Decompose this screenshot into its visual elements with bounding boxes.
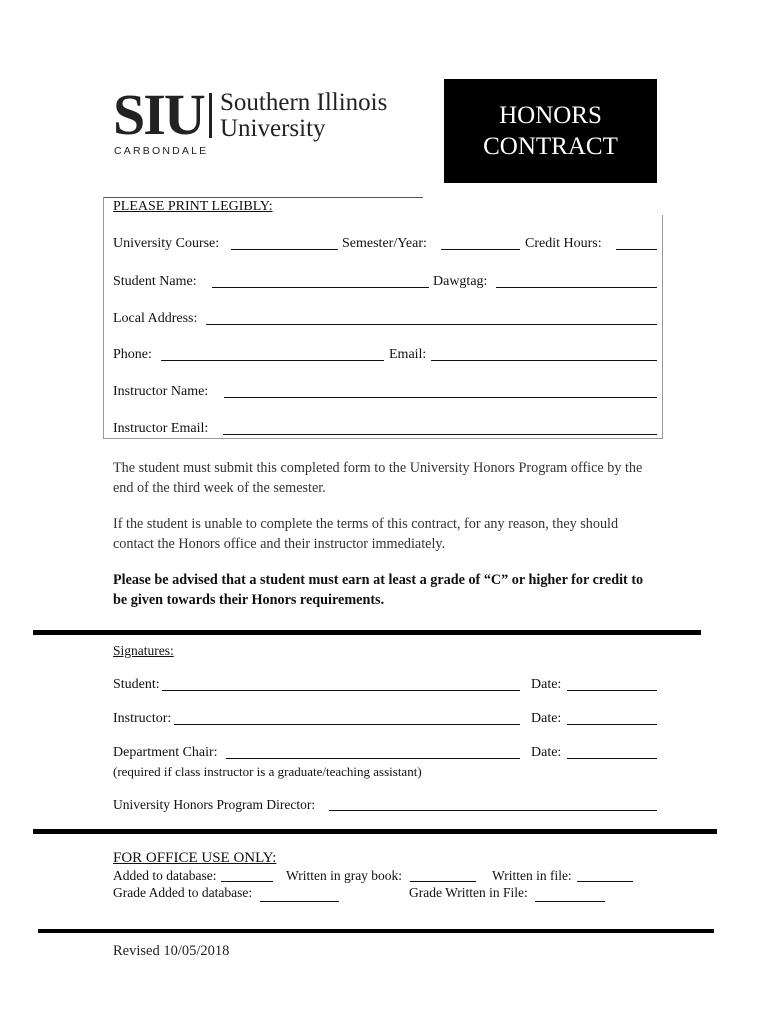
gray-book-label: Written in gray book:	[286, 868, 403, 883]
dawgtag-label: Dawgtag:	[433, 274, 488, 289]
document-title	[444, 79, 657, 183]
phone-field[interactable]	[161, 360, 384, 361]
form-box-left-border	[103, 197, 104, 439]
local-address-label: Local Address:	[113, 311, 198, 326]
student-date-field[interactable]	[567, 690, 657, 691]
section-divider-3	[38, 929, 714, 933]
director-signature-label: University Honors Program Director:	[113, 797, 316, 812]
logo-divider	[209, 93, 212, 138]
student-name-label: Student Name:	[113, 274, 197, 289]
written-file-field[interactable]	[577, 881, 633, 882]
university-name-line2: University	[220, 115, 326, 142]
campus-name: CARBONDALE	[114, 145, 209, 157]
print-notice: PLEASE PRINT LEGIBLY:	[113, 199, 273, 214]
email-label: Email:	[389, 347, 427, 362]
siu-logo-abbrev: SIU	[113, 82, 204, 147]
added-database-label: Added to database:	[113, 868, 217, 883]
revision-date: Revised 10/05/2018	[113, 943, 230, 959]
grade-notice: Please be advised that a student must earn at least a grade of “C” or higher for credit to be given towards their Honors requirements.	[113, 572, 644, 608]
student-signature-field[interactable]	[162, 690, 520, 691]
chair-date-label: Date:	[531, 745, 562, 760]
chair-signature-label: Department Chair:	[113, 745, 218, 760]
added-database-field[interactable]	[221, 881, 273, 882]
instructor-email-field[interactable]	[223, 434, 657, 435]
university-name	[220, 90, 387, 142]
credit-hours-label: Credit Hours:	[525, 236, 602, 251]
instructor-signature-field[interactable]	[174, 724, 520, 725]
grade-file-label: Grade Written in File:	[409, 885, 528, 900]
title-line1: HONORS	[499, 102, 602, 129]
instructor-signature-label: Instructor:	[113, 711, 172, 726]
email-field[interactable]	[431, 360, 657, 361]
dawgtag-field[interactable]	[496, 287, 657, 288]
section-divider-2	[33, 829, 717, 834]
instructor-name-field[interactable]	[224, 397, 657, 398]
semester-field[interactable]	[441, 249, 520, 250]
unable-instructions: If the student is unable to complete the terms of this contract, for any reason, they should contact the Honors office and their instructor immediately.	[113, 516, 619, 552]
student-signature-label: Student:	[113, 677, 160, 692]
submit-instructions: The student must submit this completed form to the University Honors Program office by the end of the third week of the semester.	[113, 460, 643, 496]
office-use-heading: FOR OFFICE USE ONLY:	[113, 850, 277, 866]
title-line2: CONTRACT	[483, 133, 618, 160]
director-signature-field[interactable]	[329, 810, 657, 811]
student-date-label: Date:	[531, 677, 562, 692]
instructor-date-label: Date:	[531, 711, 562, 726]
grade-added-field[interactable]	[260, 901, 339, 902]
chair-date-field[interactable]	[567, 758, 657, 759]
form-box-bottom-border	[103, 438, 663, 439]
section-divider-1	[33, 630, 701, 635]
course-field[interactable]	[231, 249, 338, 250]
semester-label: Semester/Year:	[342, 236, 427, 251]
chair-signature-field[interactable]	[226, 758, 520, 759]
credit-hours-field[interactable]	[616, 249, 657, 250]
chair-requirement-note: (required if class instructor is a graduate/teaching assistant)	[113, 764, 422, 779]
course-label: University Course:	[113, 236, 220, 251]
phone-label: Phone:	[113, 347, 152, 362]
signatures-heading: Signatures:	[113, 643, 174, 658]
written-file-label: Written in file:	[492, 868, 572, 883]
gray-book-field[interactable]	[410, 881, 476, 882]
local-address-field[interactable]	[206, 324, 657, 325]
student-name-field[interactable]	[212, 287, 429, 288]
form-box-right-border	[662, 215, 663, 439]
instructor-date-field[interactable]	[567, 724, 657, 725]
university-name-line1: Southern Illinois	[220, 89, 388, 116]
instructor-email-label: Instructor Email:	[113, 421, 209, 436]
form-box-top-border	[103, 197, 423, 198]
instructor-name-label: Instructor Name:	[113, 384, 209, 399]
grade-file-field[interactable]	[535, 901, 605, 902]
grade-added-label: Grade Added to database:	[113, 885, 253, 900]
